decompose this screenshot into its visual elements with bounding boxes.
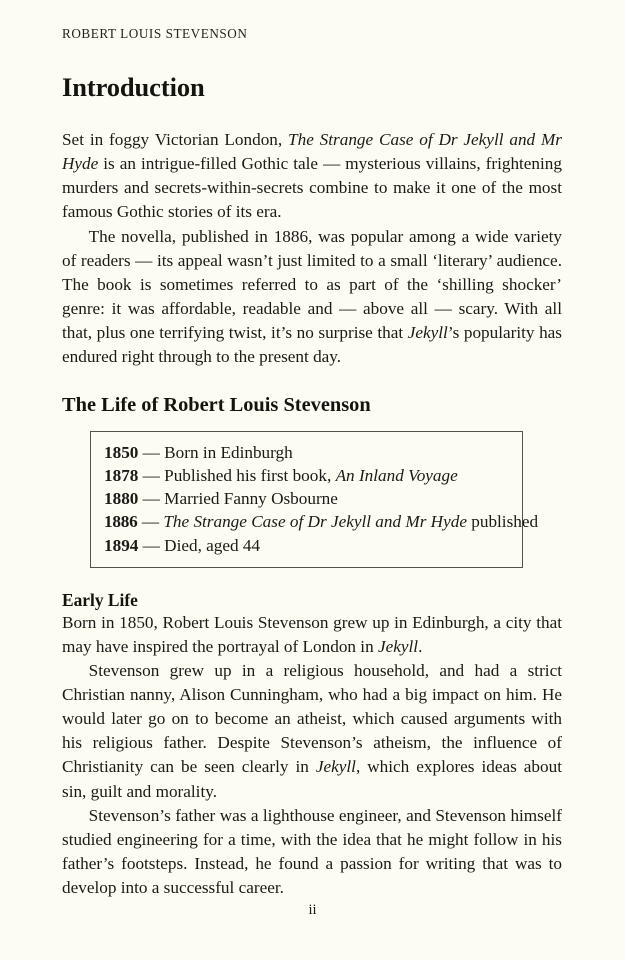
timeline-text: Born in Edinburgh [164, 443, 293, 462]
timeline-text-after: published [466, 512, 539, 532]
intro-paragraph-1 [62, 128, 562, 225]
timeline-year: 1880 [104, 489, 139, 509]
page-number: ii [308, 902, 317, 918]
timeline-row [104, 441, 510, 464]
timeline-dash: — [138, 535, 165, 555]
timeline-row [104, 510, 539, 533]
timeline-dash: — [137, 512, 164, 532]
paragraph-text-lead: Stevenson grew up in a religious household, and had a strict Christian nanny, Alison Cunningham, who had a big impact on him. He would later go on to become an atheist, which caused arguments with his religious father. Despite Stevenson’s atheism, the influence of Christianity can be seen clearly in [62, 660, 562, 777]
timeline-row [104, 464, 510, 487]
subsection-heading-early-life: Early Life [62, 589, 138, 610]
timeline-year: 1878 [104, 466, 139, 486]
chapter-title: Introduction [62, 71, 205, 102]
timeline-text: Published his first book, [164, 466, 336, 486]
paragraph-text-tail: is an intrigue-filled Gothic tale — mysterious villains, frightening murders and secrets-within-secrets combine to make it one of the most famous Gothic stories of its era. [62, 154, 562, 222]
timeline-title-italic: An Inland Voyage [335, 466, 458, 486]
timeline-year: 1850 [104, 443, 139, 462]
paragraph-text-tail: . [418, 636, 423, 656]
running-head: ROBERT LOUIS STEVENSON [62, 26, 248, 41]
timeline-text: Died, aged 44 [164, 535, 261, 555]
timeline-year: 1894 [104, 535, 139, 555]
book-title-italic: Jekyll [377, 636, 419, 656]
early-life-paragraph-3 [62, 804, 562, 901]
book-title-italic: The Strange Case of Dr Jekyll and Mr Hyde [62, 129, 562, 174]
paragraph-text-lead: Set in foggy Victorian London, [62, 129, 289, 149]
timeline-dash: — [138, 489, 165, 509]
book-title-italic: Jekyll [315, 757, 356, 777]
section-heading-life: The Life of Robert Louis Stevenson [62, 393, 371, 416]
intro-paragraph-2 [62, 225, 562, 370]
paragraph-text-lead: Stevenson’s father was a lighthouse engineer, and Stevenson himself studied engineering for a time, with the idea that he might follow in his father’s footsteps. Instead, he found a passion for writing that was to develop into a successful career. [62, 805, 562, 898]
timeline-row [104, 534, 510, 557]
early-life-paragraph-1 [62, 611, 562, 659]
timeline-box [90, 431, 539, 568]
paragraph-text-lead: Born in 1850, Robert Louis Stevenson grew up in Edinburgh, a city that may have inspired the portrayal of London in [62, 612, 562, 656]
timeline-text: Married Fanny Osbourne [164, 489, 338, 509]
book-title-italic: Jekyll [407, 323, 448, 343]
timeline-dash: — [138, 443, 165, 462]
timeline-year: 1886 [104, 512, 138, 532]
timeline-row [104, 487, 510, 510]
timeline-dash: — [138, 466, 165, 486]
paragraph-text-lead: The novella, published in 1886, was popular among a wide variety of readers — its appeal wasn’t just limited to a small ‘literary’ audience. The book is sometimes referred to as part of the ‘shilling shocker’ genre: it was affordable, readable and — above all — scary. With all that, plus one terrifying twist, it’s no surprise that [62, 226, 562, 343]
early-life-paragraph-2 [62, 659, 562, 804]
page-content [62, 0, 562, 900]
paragraph-text-tail: , which explores ideas about sin, guilt and morality. [62, 757, 562, 801]
paragraph-text-tail: ’s popularity has endured right through to the present day. [62, 323, 562, 367]
timeline-title-italic: The Strange Case of Dr Jekyll and Mr Hyde [163, 512, 467, 532]
